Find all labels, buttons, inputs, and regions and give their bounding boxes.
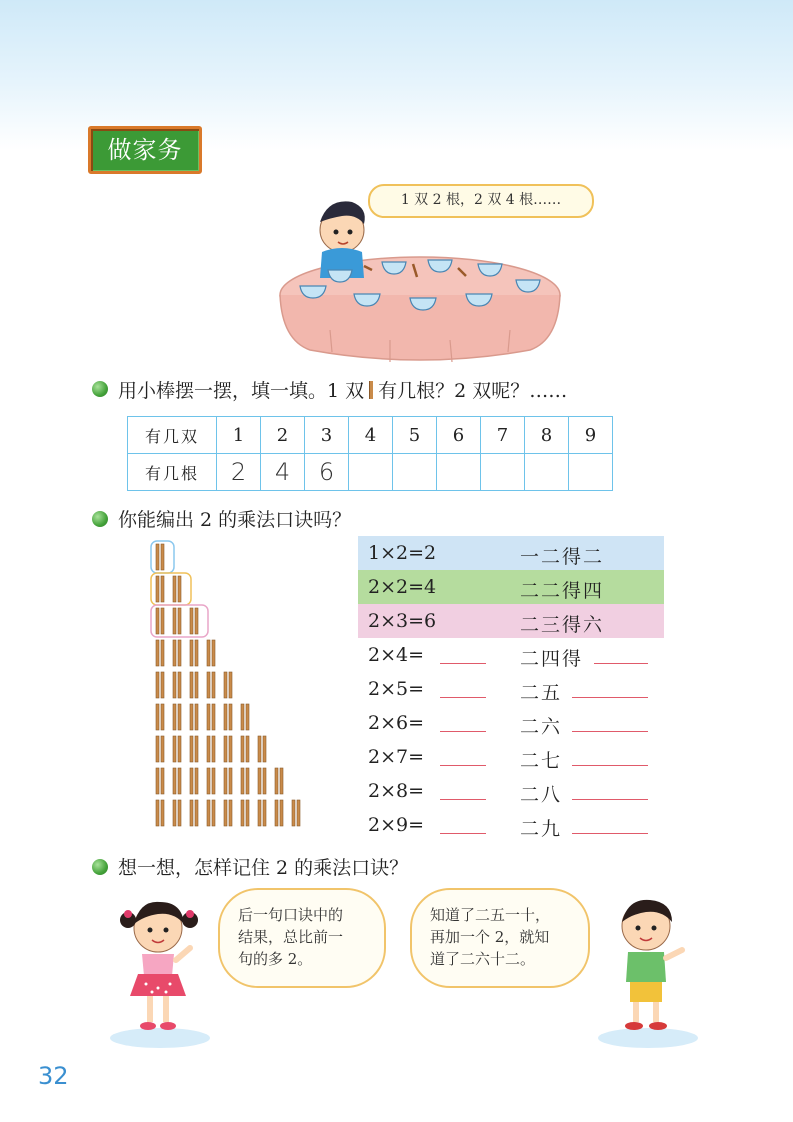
rhyme-answer-blank[interactable] bbox=[572, 731, 648, 732]
chopstick bbox=[190, 672, 193, 698]
chopstick bbox=[178, 672, 181, 698]
chopstick bbox=[178, 800, 181, 826]
chopstick bbox=[161, 544, 164, 570]
sticks-cell[interactable] bbox=[481, 454, 525, 491]
chopstick bbox=[224, 736, 227, 762]
chopstick bbox=[195, 704, 198, 730]
answer-blank[interactable] bbox=[440, 765, 486, 766]
girl-illustration bbox=[100, 890, 220, 1050]
chopstick bbox=[178, 608, 181, 634]
equation: 2×6= bbox=[368, 712, 425, 734]
multiplication-rhyme: 二四得 bbox=[520, 648, 584, 670]
chopstick bbox=[280, 768, 283, 794]
page-number: 32 bbox=[38, 1062, 69, 1090]
chopstick bbox=[161, 608, 164, 634]
answer-blank[interactable] bbox=[440, 799, 486, 800]
chopstick bbox=[229, 736, 232, 762]
chopstick bbox=[246, 800, 249, 826]
bullet-icon bbox=[92, 859, 108, 875]
chopstick bbox=[156, 736, 159, 762]
chopstick bbox=[161, 704, 164, 730]
bubble-girl-line: 后一句口诀中的 bbox=[238, 906, 344, 924]
bubble-girl-line: 句的多 2。 bbox=[238, 950, 313, 968]
chopstick bbox=[224, 672, 227, 698]
equation: 2×7= bbox=[368, 746, 425, 768]
chopstick bbox=[207, 640, 210, 666]
sticks-cell[interactable] bbox=[569, 454, 613, 491]
chopstick bbox=[241, 800, 244, 826]
equation: 2×8= bbox=[368, 780, 425, 802]
sticks-cell[interactable] bbox=[393, 454, 437, 491]
multiplication-rhyme: 二九 bbox=[520, 818, 563, 840]
chopstick bbox=[173, 672, 176, 698]
chopstick bbox=[195, 768, 198, 794]
boy-illustration bbox=[590, 890, 710, 1050]
multiplication-list bbox=[358, 536, 664, 842]
equation: 2×5= bbox=[368, 678, 425, 700]
chopstick bbox=[246, 768, 249, 794]
answer-blank[interactable] bbox=[440, 697, 486, 698]
sticks-cell: 4 bbox=[261, 454, 305, 491]
chopstick bbox=[275, 800, 278, 826]
multiplication-row bbox=[358, 570, 664, 604]
sticks-cell: 2 bbox=[217, 454, 261, 491]
multiplication-rhyme: 二六 bbox=[520, 716, 563, 738]
answer-blank[interactable] bbox=[440, 731, 486, 732]
chopstick bbox=[173, 736, 176, 762]
chopstick bbox=[156, 768, 159, 794]
chopstick bbox=[161, 672, 164, 698]
chopstick bbox=[190, 768, 193, 794]
multiplication-row bbox=[358, 774, 664, 808]
pair-cell: 1 bbox=[217, 417, 261, 454]
chopstick bbox=[173, 704, 176, 730]
speech-bubble-boy bbox=[410, 888, 590, 988]
chopstick bbox=[258, 800, 261, 826]
chopstick bbox=[224, 768, 227, 794]
chopstick-staircase-illustration bbox=[150, 540, 310, 830]
pair-cell: 5 bbox=[393, 417, 437, 454]
sticks-cell[interactable] bbox=[349, 454, 393, 491]
chopstick bbox=[156, 672, 159, 698]
chopstick bbox=[212, 704, 215, 730]
chopstick bbox=[156, 608, 159, 634]
chopstick bbox=[258, 768, 261, 794]
chopstick bbox=[190, 704, 193, 730]
multiplication-row bbox=[358, 604, 664, 638]
chopstick bbox=[263, 800, 266, 826]
chopstick bbox=[212, 640, 215, 666]
chopstick bbox=[161, 800, 164, 826]
chopstick bbox=[258, 736, 261, 762]
multiplication-rhyme: 一二得二 bbox=[520, 546, 605, 568]
sticks-cell: 6 bbox=[305, 454, 349, 491]
multiplication-rhyme: 二八 bbox=[520, 784, 563, 806]
chopstick bbox=[241, 704, 244, 730]
chopstick bbox=[173, 608, 176, 634]
chopstick bbox=[229, 672, 232, 698]
multiplication-row bbox=[358, 638, 664, 672]
rhyme-answer-blank[interactable] bbox=[572, 697, 648, 698]
chopstick bbox=[173, 576, 176, 602]
multiplication-rhyme: 二七 bbox=[520, 750, 563, 772]
chopstick-pair-icon bbox=[369, 381, 373, 399]
multiplication-rhyme: 二二得四 bbox=[520, 580, 605, 602]
chopstick bbox=[207, 704, 210, 730]
pair-cell: 7 bbox=[481, 417, 525, 454]
chopstick bbox=[207, 768, 210, 794]
bubble-boy-line: 再加一个 2，就知 bbox=[430, 928, 550, 946]
chopstick bbox=[212, 672, 215, 698]
speech-bubble-girl bbox=[218, 888, 386, 988]
chopstick bbox=[241, 768, 244, 794]
question-1 bbox=[118, 376, 567, 403]
chopstick bbox=[156, 640, 159, 666]
chopstick bbox=[190, 640, 193, 666]
chopstick bbox=[212, 736, 215, 762]
equation: 1×2=2 bbox=[368, 542, 437, 564]
multiplication-row bbox=[358, 536, 664, 570]
chopstick bbox=[178, 768, 181, 794]
equation: 2×3=6 bbox=[368, 610, 437, 632]
question-1-part-a: 用小棒摆一摆，填一填。1 双 bbox=[118, 380, 365, 402]
chopstick bbox=[229, 768, 232, 794]
chopstick bbox=[156, 704, 159, 730]
pair-cell: 6 bbox=[437, 417, 481, 454]
chopstick bbox=[263, 736, 266, 762]
chopstick bbox=[229, 704, 232, 730]
chopstick bbox=[173, 800, 176, 826]
row-label-pairs: 有几双 bbox=[128, 417, 217, 454]
rhyme-answer-blank[interactable] bbox=[594, 663, 648, 664]
chopstick bbox=[246, 704, 249, 730]
bullet-icon bbox=[92, 511, 108, 527]
chopstick bbox=[161, 576, 164, 602]
sticks-cell[interactable] bbox=[437, 454, 481, 491]
chopstick bbox=[212, 768, 215, 794]
chopstick bbox=[156, 800, 159, 826]
table-row-pairs bbox=[128, 417, 613, 454]
row-label-sticks: 有几根 bbox=[128, 454, 217, 491]
pair-cell: 9 bbox=[569, 417, 613, 454]
chopstick bbox=[173, 640, 176, 666]
pair-cell: 3 bbox=[305, 417, 349, 454]
chopstick bbox=[263, 768, 266, 794]
bullet-icon bbox=[92, 381, 108, 397]
chopstick bbox=[275, 768, 278, 794]
chopstick bbox=[280, 800, 283, 826]
chopstick bbox=[212, 800, 215, 826]
chopstick bbox=[246, 736, 249, 762]
chopstick bbox=[195, 640, 198, 666]
bubble-boy-line: 知道了二五一十， bbox=[430, 906, 551, 924]
bubble-girl-line: 结果，总比前一 bbox=[238, 928, 344, 946]
chopstick bbox=[229, 800, 232, 826]
pair-cell: 8 bbox=[525, 417, 569, 454]
chopstick bbox=[178, 576, 181, 602]
answer-blank[interactable] bbox=[440, 833, 486, 834]
chopstick bbox=[297, 800, 300, 826]
sticks-cell[interactable] bbox=[525, 454, 569, 491]
answer-blank[interactable] bbox=[440, 663, 486, 664]
bubble-boy-line: 道了二六十二。 bbox=[430, 950, 536, 968]
pairs-sticks-table bbox=[127, 416, 613, 491]
chopstick bbox=[156, 544, 159, 570]
chopstick bbox=[207, 800, 210, 826]
chopstick bbox=[224, 704, 227, 730]
chopstick bbox=[161, 768, 164, 794]
chopstick bbox=[178, 640, 181, 666]
question-2: 你能编出 2 的乘法口诀吗？ bbox=[118, 509, 352, 531]
section-title-badge: 做家务 bbox=[88, 126, 202, 174]
chopstick bbox=[292, 800, 295, 826]
chopstick bbox=[195, 800, 198, 826]
equation: 2×2=4 bbox=[368, 576, 437, 598]
chopstick bbox=[241, 736, 244, 762]
chopstick bbox=[190, 608, 193, 634]
pair-cell: 4 bbox=[349, 417, 393, 454]
multiplication-row bbox=[358, 808, 664, 842]
multiplication-row bbox=[358, 672, 664, 706]
question-3: 想一想，怎样记住 2 的乘法口诀？ bbox=[118, 857, 409, 879]
pair-cell: 2 bbox=[261, 417, 305, 454]
table-row-sticks bbox=[128, 454, 613, 491]
equation: 2×4= bbox=[368, 644, 425, 666]
chopstick bbox=[190, 800, 193, 826]
chopstick bbox=[178, 736, 181, 762]
chopstick bbox=[224, 800, 227, 826]
chopstick bbox=[173, 768, 176, 794]
chopstick bbox=[207, 672, 210, 698]
chopstick bbox=[195, 608, 198, 634]
chopstick bbox=[190, 736, 193, 762]
chopstick bbox=[195, 672, 198, 698]
equation: 2×9= bbox=[368, 814, 425, 836]
multiplication-row bbox=[358, 706, 664, 740]
rhyme-answer-blank[interactable] bbox=[572, 799, 648, 800]
chopstick bbox=[195, 736, 198, 762]
multiplication-rhyme: 二五 bbox=[520, 682, 563, 704]
rhyme-answer-blank[interactable] bbox=[572, 833, 648, 834]
chopstick bbox=[156, 576, 159, 602]
multiplication-rhyme: 二三得六 bbox=[520, 614, 605, 636]
chopstick bbox=[207, 736, 210, 762]
question-1-part-b: 有几根？2 双呢？…… bbox=[378, 380, 568, 402]
chopstick bbox=[161, 640, 164, 666]
speech-bubble-boy-counting: 1 双 2 根，2 双 4 根…… bbox=[368, 184, 594, 218]
chopstick bbox=[178, 704, 181, 730]
chopstick bbox=[161, 736, 164, 762]
multiplication-row bbox=[358, 740, 664, 774]
rhyme-answer-blank[interactable] bbox=[572, 765, 648, 766]
